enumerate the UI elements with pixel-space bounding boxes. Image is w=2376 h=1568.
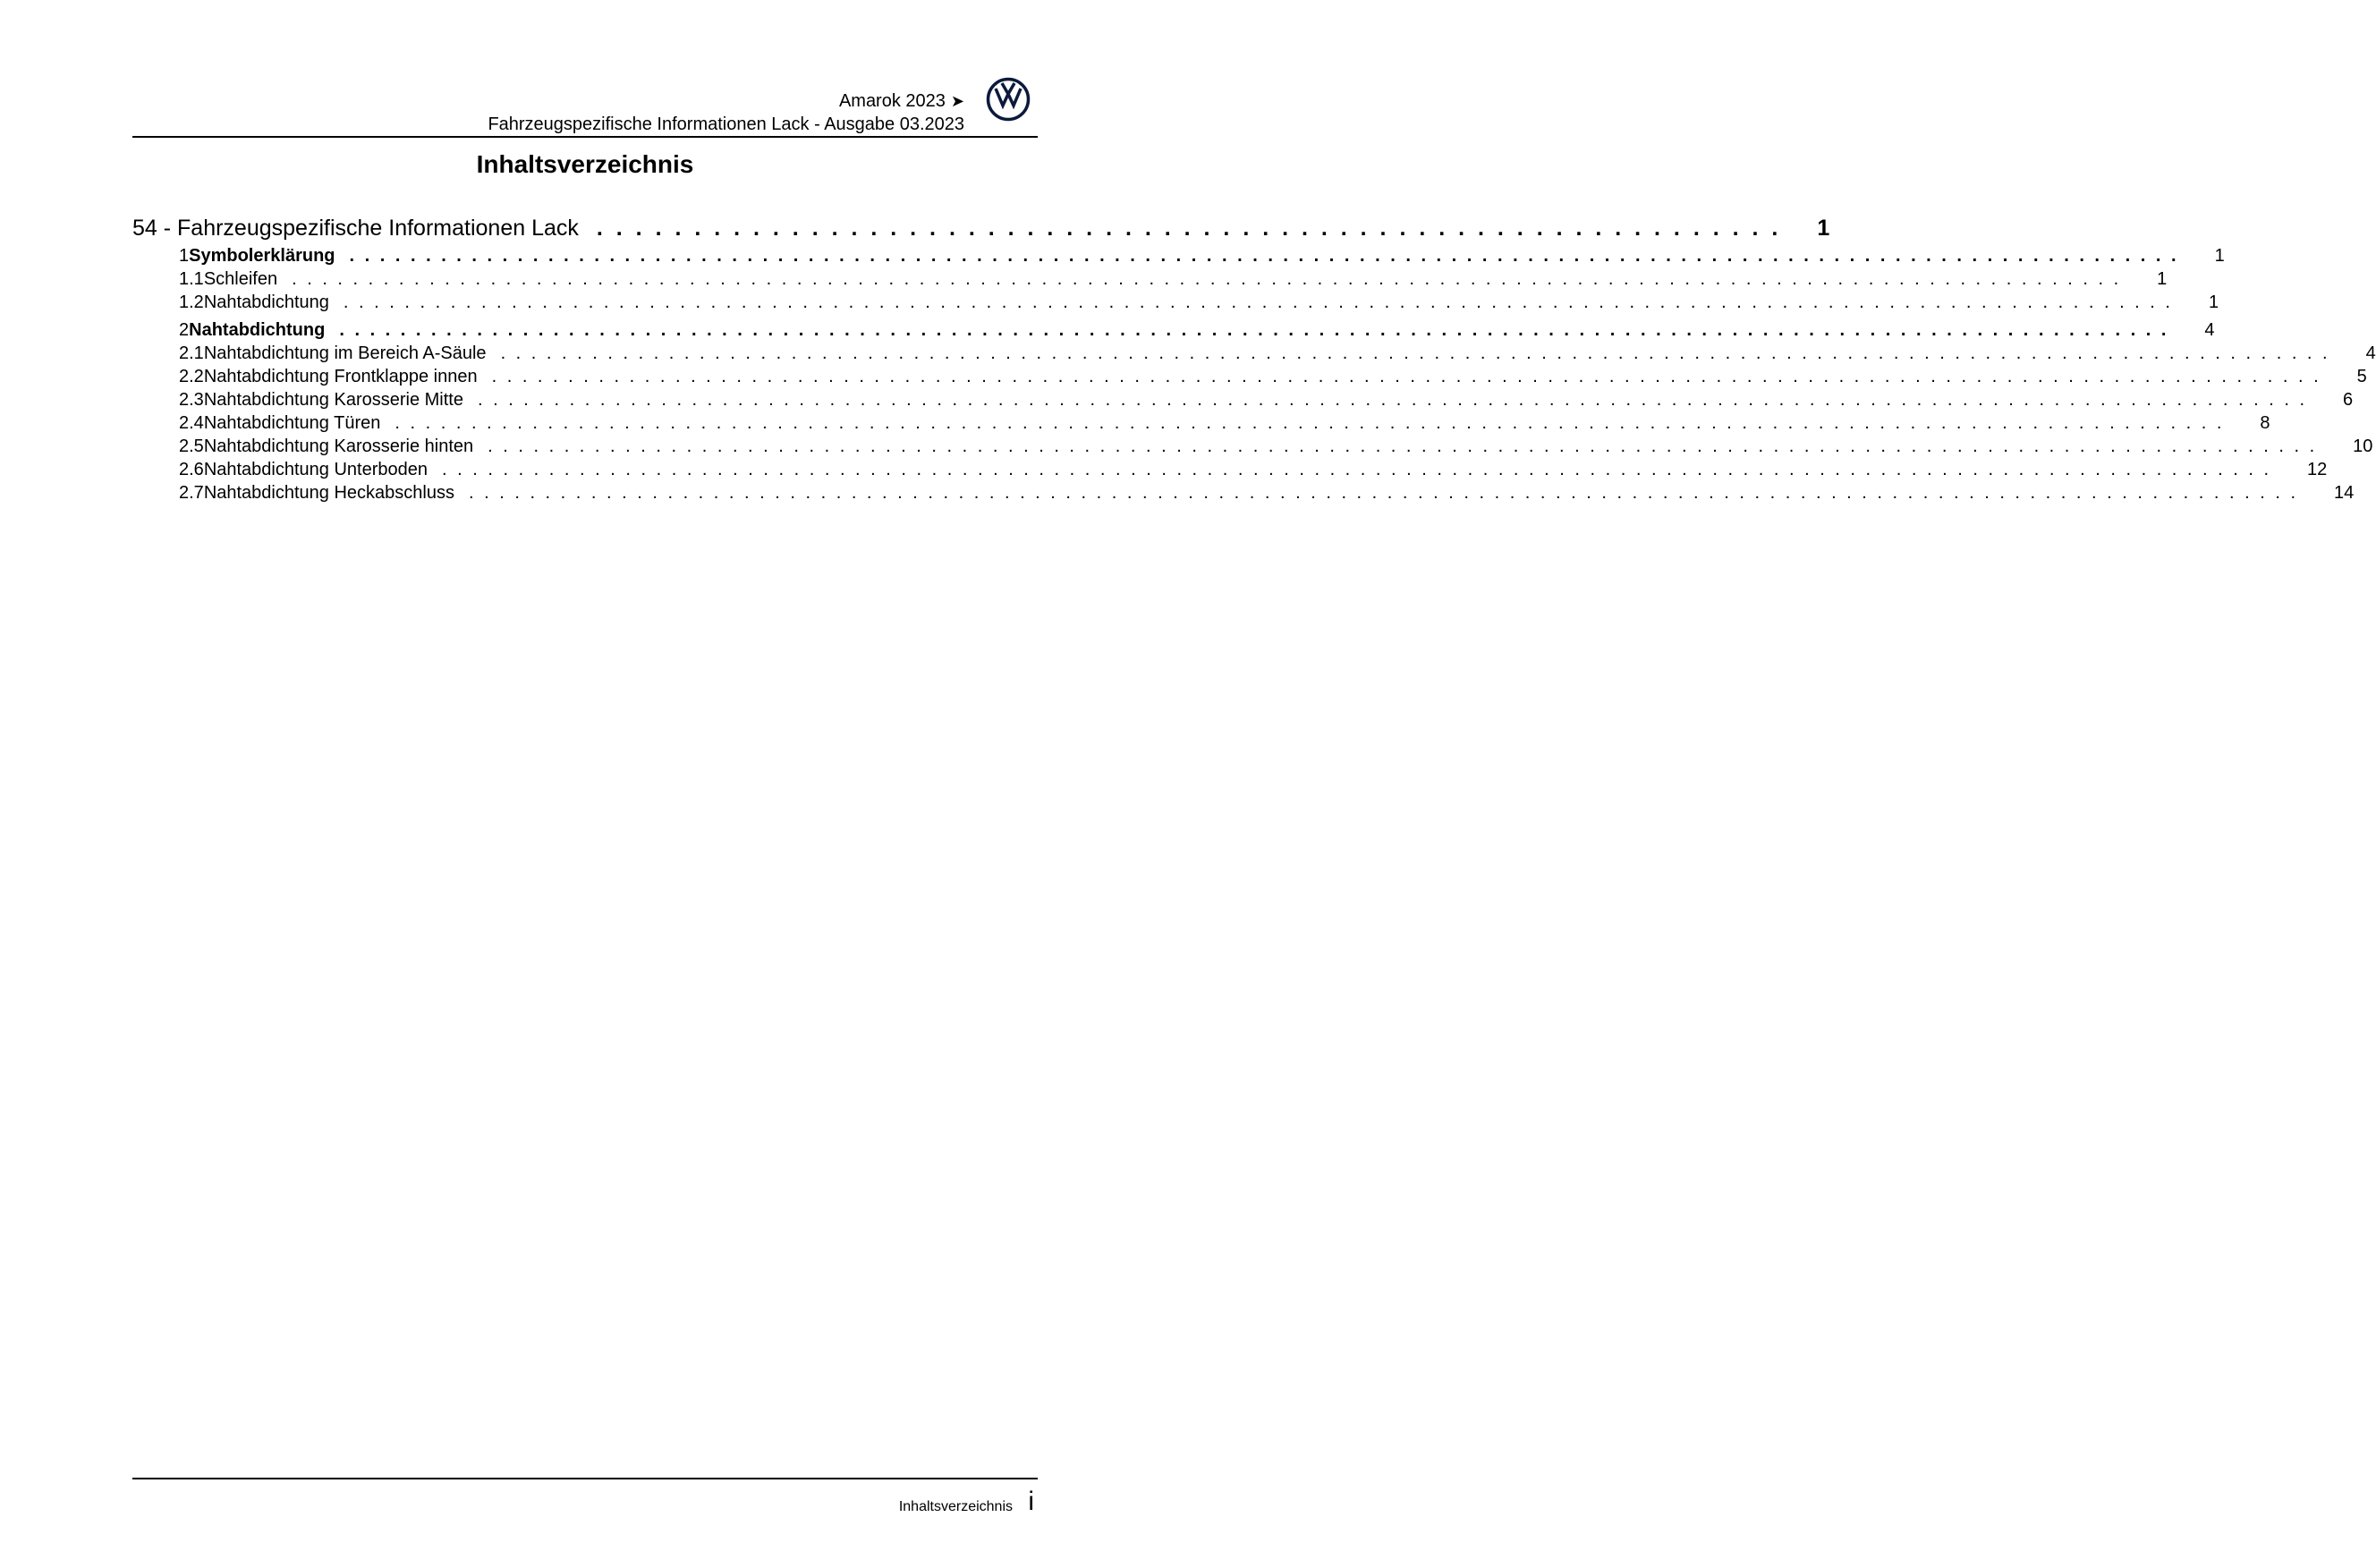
toc-entry-label: Nahtabdichtung — [203, 292, 329, 312]
toc-entry[interactable] — [132, 435, 2373, 458]
toc-leader-dots: . . . . . . . . . . . . . . . . . . . . . . . . . . . . . . . . . . . . . . . . . . . . . . . . . . . . . . . . . . . . . . . . . . . . . . . . . . . . . . . . . . . . . . . . . . . . . . . . . . . . . . . . . . . . . . . . . . . . . . . . — [488, 436, 2318, 456]
header-line-1 — [488, 89, 964, 113]
page-title: Inhaltsverzeichnis — [476, 150, 694, 178]
toc-leader-dots: . . . . . . . . . . . . . . . . . . . . . . . . . . . . . . . . . . . . . . . . . . . . . . . . . . . . . . . . . . . . . — [596, 216, 1782, 241]
toc-entry-label: Nahtabdichtung Türen — [203, 413, 381, 433]
toc-entry-number: 2.3 — [179, 390, 204, 410]
toc-entry-number: 2.2 — [179, 367, 204, 386]
toc-leader-dots: . . . . . . . . . . . . . . . . . . . . . . . . . . . . . . . . . . . . . . . . . . . . . . . . . . . . . . . . . . . . . . . . . . . . . . . . . . . . . . . . . . . . . . . . . . . . . . . . . . . . . . . . . . . . . . . . . . . . . . . . — [468, 483, 2299, 503]
toc-entry[interactable] — [132, 342, 2376, 365]
toc-entry-number: 2.7 — [179, 483, 204, 503]
footer-page-number: i — [1028, 1487, 1034, 1516]
toc-leader-dots: . . . . . . . . . . . . . . . . . . . . . . . . . . . . . . . . . . . . . . . . . . . . . . . . . . . . . . . . . . . . . . . . . . . . . . . . . . . . . . . . . . . . . . . . . . . . . . . . . . . . . . . . . . . . . . . . . . . . . . . . — [477, 390, 2308, 410]
toc-chapter-page: 1 — [1817, 216, 1830, 241]
toc-entry-page: 6 — [2343, 390, 2354, 410]
toc-entry-label: Nahtabdichtung — [189, 320, 326, 340]
toc-leader-dots: . . . . . . . . . . . . . . . . . . . . . . . . . . . . . . . . . . . . . . . . . . . . . . . . . . . . . . . . . . . . . . . . . . . . . . . . . . . . . . . . . . . . . . . . . . . . . . . . . . . . . . . . . . . . . . . . . . . . . . . . — [395, 413, 2225, 433]
toc-entries — [132, 244, 2376, 504]
toc-entry-number: 1.1 — [179, 269, 204, 289]
toc-entry-label: Nahtabdichtung im Bereich A-Säule — [203, 343, 487, 363]
toc-entry[interactable] — [132, 365, 2367, 388]
toc-entry[interactable] — [132, 411, 2270, 435]
toc-entry-label: Schleifen — [203, 269, 278, 289]
header-line-2: Fahrzeugspezifische Informationen Lack - Ausgabe 03.2023 — [488, 114, 964, 134]
toc-entry-page: 14 — [2334, 483, 2355, 503]
footer-label: Inhaltsverzeichnis — [898, 1499, 1013, 1514]
toc-entry-label: Nahtabdichtung Unterboden — [203, 460, 428, 479]
toc-entry-number: 1.2 — [179, 292, 204, 312]
toc-entry-page: 5 — [2356, 367, 2367, 386]
toc-entry-number: 1 — [179, 246, 190, 266]
toc-leader-dots: . . . . . . . . . . . . . . . . . . . . . . . . . . . . . . . . . . . . . . . . . . . . . . . . . . . . . . . . . . . . . . . . . . . . . . . . . . . . . . . . . . . . . . . . . . . . . . . . . . . . . . . . . . . . . . . . . . . . . . . . — [292, 269, 2122, 289]
vw-logo-icon — [986, 77, 1031, 122]
toc-entry-label: Symbolerklärung — [189, 246, 335, 266]
toc-chapter-label: 54 - Fahrzeugspezifische Informationen Lack — [132, 216, 579, 241]
toc-entry[interactable] — [132, 291, 2219, 314]
toc-entry-page: 12 — [2307, 460, 2328, 479]
toc-entry[interactable] — [132, 481, 2355, 504]
toc-entry[interactable] — [132, 388, 2354, 411]
toc-entry-label: Nahtabdichtung Karosserie Mitte — [203, 390, 463, 410]
toc-chapter[interactable] — [132, 212, 1830, 244]
toc-entry-label: Nahtabdichtung Heckabschluss — [203, 483, 454, 503]
toc-entry-number: 2.1 — [179, 343, 204, 363]
toc-entry-page: 1 — [2157, 269, 2168, 289]
toc-leader-dots: . . . . . . . . . . . . . . . . . . . . . . . . . . . . . . . . . . . . . . . . . . . . . . . . . . . . . . . . . . . . . . . . . . . . . . . . . . . . . . . . . . . . . . . . . . . . . . . . . . . . . . . . . . . . . . . . . . . . . . . . — [343, 292, 2173, 312]
toc-entry-page: 1 — [2208, 292, 2219, 312]
toc-entry-page: 8 — [2260, 413, 2270, 433]
toc-entry[interactable] — [132, 318, 2215, 342]
page-header — [132, 86, 1038, 136]
table-of-contents — [132, 212, 2376, 504]
toc-entry-number: 2.5 — [179, 436, 204, 456]
toc-entry[interactable] — [132, 458, 2328, 481]
header-model: Amarok 2023 — [838, 91, 946, 111]
header-text — [488, 89, 964, 136]
arrow-right-icon: ➤ — [950, 92, 964, 110]
toc-leader-dots: . . . . . . . . . . . . . . . . . . . . . . . . . . . . . . . . . . . . . . . . . . . . . . . . . . . . . . . . . . . . . . . . . . . . . . . . . . . . . . . . . . . . . . . . . . . . . . . . . . . . . . . . . . . . . . . . . . . . . . . . — [339, 320, 2169, 340]
toc-entry-number: 2.6 — [179, 460, 204, 479]
toc-leader-dots: . . . . . . . . . . . . . . . . . . . . . . . . . . . . . . . . . . . . . . . . . . . . . . . . . . . . . . . . . . . . . . . . . . . . . . . . . . . . . . . . . . . . . . . . . . . . . . . . . . . . . . . . . . . . . . . . . . . . . . . . — [491, 367, 2321, 386]
toc-leader-dots: . . . . . . . . . . . . . . . . . . . . . . . . . . . . . . . . . . . . . . . . . . . . . . . . . . . . . . . . . . . . . . . . . . . . . . . . . . . . . . . . . . . . . . . . . . . . . . . . . . . . . . . . . . . . . . . . . . . . . . . . — [442, 460, 2272, 479]
toc-entry-label: Nahtabdichtung Karosserie hinten — [203, 436, 474, 456]
header-divider — [132, 136, 1038, 138]
toc-entry-page: 4 — [2204, 320, 2215, 340]
footer-divider — [132, 1478, 1038, 1479]
toc-entry[interactable] — [132, 267, 2168, 291]
toc-entry[interactable] — [132, 244, 2225, 267]
toc-entry-label: Nahtabdichtung Frontklappe innen — [203, 367, 478, 386]
toc-entry-page: 10 — [2353, 436, 2373, 456]
toc-entry-number: 2 — [179, 320, 190, 340]
toc-entry-page: 1 — [2214, 246, 2225, 266]
toc-entry-number: 2.4 — [179, 413, 204, 433]
toc-leader-dots: . . . . . . . . . . . . . . . . . . . . . . . . . . . . . . . . . . . . . . . . . . . . . . . . . . . . . . . . . . . . . . . . . . . . . . . . . . . . . . . . . . . . . . . . . . . . . . . . . . . . . . . . . . . . . . . . . . . . . . . . — [500, 343, 2330, 363]
toc-leader-dots: . . . . . . . . . . . . . . . . . . . . . . . . . . . . . . . . . . . . . . . . . . . . . . . . . . . . . . . . . . . . . . . . . . . . . . . . . . . . . . . . . . . . . . . . . . . . . . . . . . . . . . . . . . . . . . . . . . . . . . . . — [349, 246, 2179, 266]
toc-entry-page: 4 — [2365, 343, 2376, 363]
